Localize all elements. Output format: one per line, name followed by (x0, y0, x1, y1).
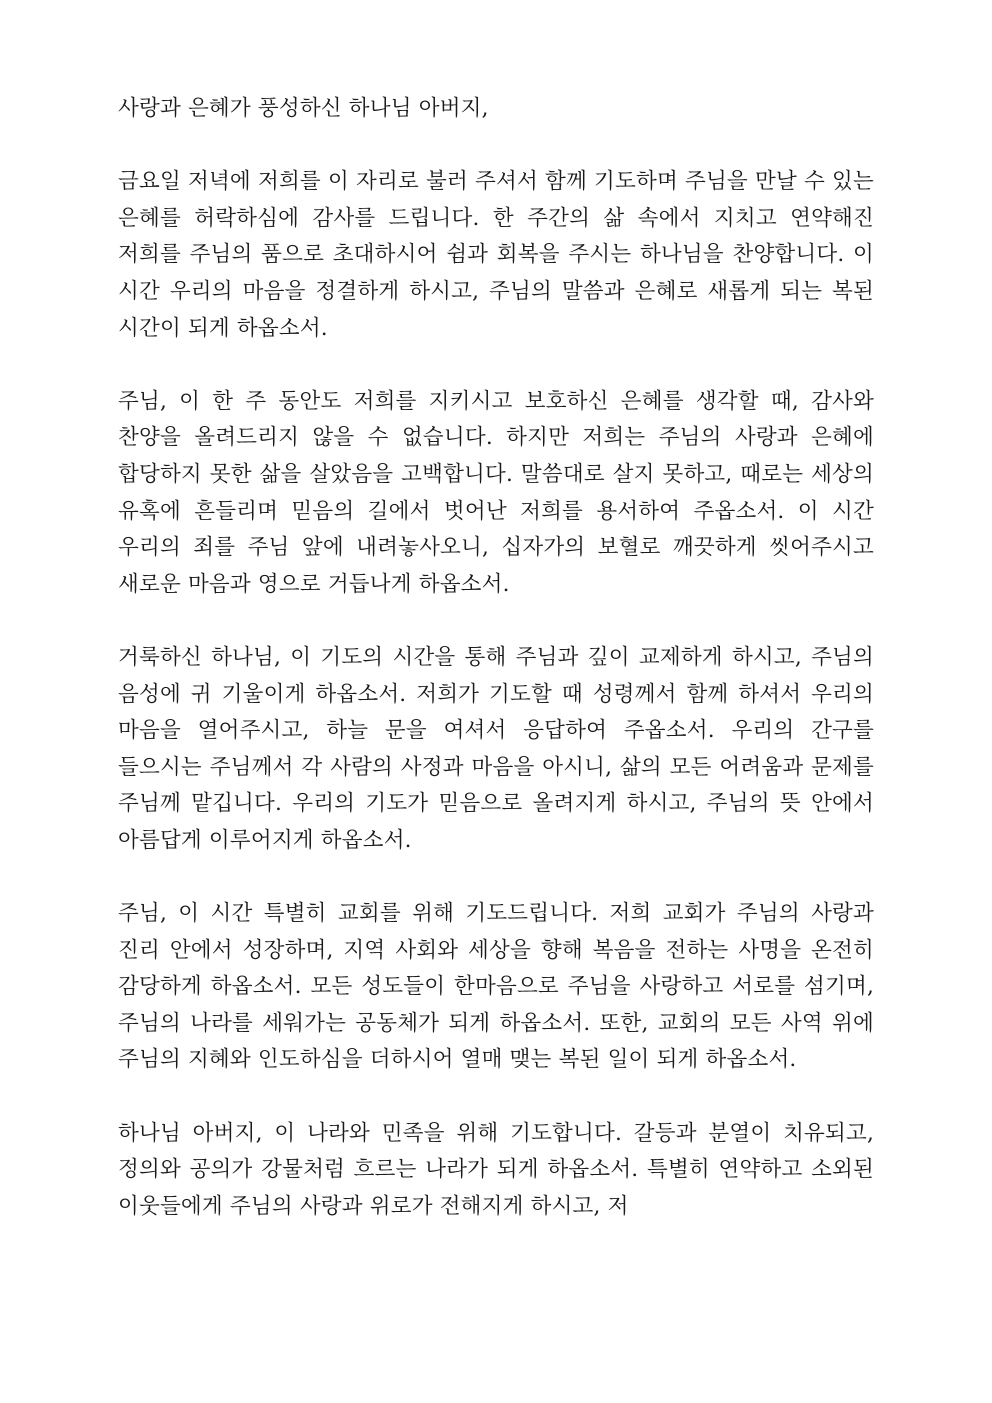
prayer-text-body (118, 91, 874, 1225)
paragraph-nation: 하나님 아버지, 이 나라와 민족을 위해 기도합니다. 갈등과 분열이 치유되고, 정의와 공의가 강물처럼 흐르는 나라가 되게 하옵소서. 특별히 연약하고 소외된 이웃들에게 주님의 사랑과 위로가 전해지게 하시고, 저 (118, 1120, 874, 1219)
paragraph-confession: 주님, 이 한 주 동안도 저희를 지키시고 보호하신 은혜를 생각할 때, 감사와 찬양을 올려드리지 않을 수 없습니다. 하지만 저희는 주님의 사랑과 은혜에 합당하지 못한 삶을 살았음을 고백합니다. 말씀대로 살지 못하고, 때로는 세상의 유혹에 흔들리며 믿음의 길에서 벗어난 저희를 용서하여 주옵소서. 이 시간 우리의 죄를 주님 앞에 내려놓사오니, 십자가의 보혈로 깨끗하게 씻어주시고 새로운 마음과 영으로 거듭나게 하옵소서. (118, 388, 874, 597)
paragraph-thanksgiving: 금요일 저녁에 저희를 이 자리로 불러 주셔서 함께 기도하며 주님을 만날 수 있는 은혜를 허락하심에 감사를 드립니다. 한 주간의 삶 속에서 지치고 연약해진 저희를 주님의 품으로 초대하시어 쉼과 회복을 주시는 하나님을 찬양합니다. 이 시간 우리의 마음을 정결하게 하시고, 주님의 말씀과 은혜로 새롭게 되는 복된 시간이 되게 하옵소서. (118, 169, 874, 341)
paragraph-church: 주님, 이 시간 특별히 교회를 위해 기도드립니다. 저희 교회가 주님의 사랑과 진리 안에서 성장하며, 지역 사회와 세상을 향해 복음을 전하는 사명을 온전히 감당하게 하옵소서. 모든 성도들이 한마음으로 주님을 사랑하고 서로를 섬기며, 주님의 나라를 세워가는 공동체가 되게 하옵소서. 또한, 교회의 모든 사역 위에 주님의 지혜와 인도하심을 더하시어 열매 맺는 복된 일이 되게 하옵소서. (118, 901, 874, 1073)
paragraph-fellowship: 거룩하신 하나님, 이 기도의 시간을 통해 주님과 깊이 교제하게 하시고, 주님의 음성에 귀 기울이게 하옵소서. 저희가 기도할 때 성령께서 함께 하셔서 우리의 마음을 열어주시고, 하늘 문을 여셔서 응답하여 주옵소서. 우리의 간구를 들으시는 주님께서 각 사람의 사정과 마음을 아시니, 삶의 모든 어려움과 문제를 주님께 맡깁니다. 우리의 기도가 믿음으로 올려지게 하시고, 주님의 뜻 안에서 아름답게 이루어지게 하옵소서. (118, 644, 874, 853)
greeting-line: 사랑과 은혜가 풍성하신 하나님 아버지, (118, 96, 489, 121)
